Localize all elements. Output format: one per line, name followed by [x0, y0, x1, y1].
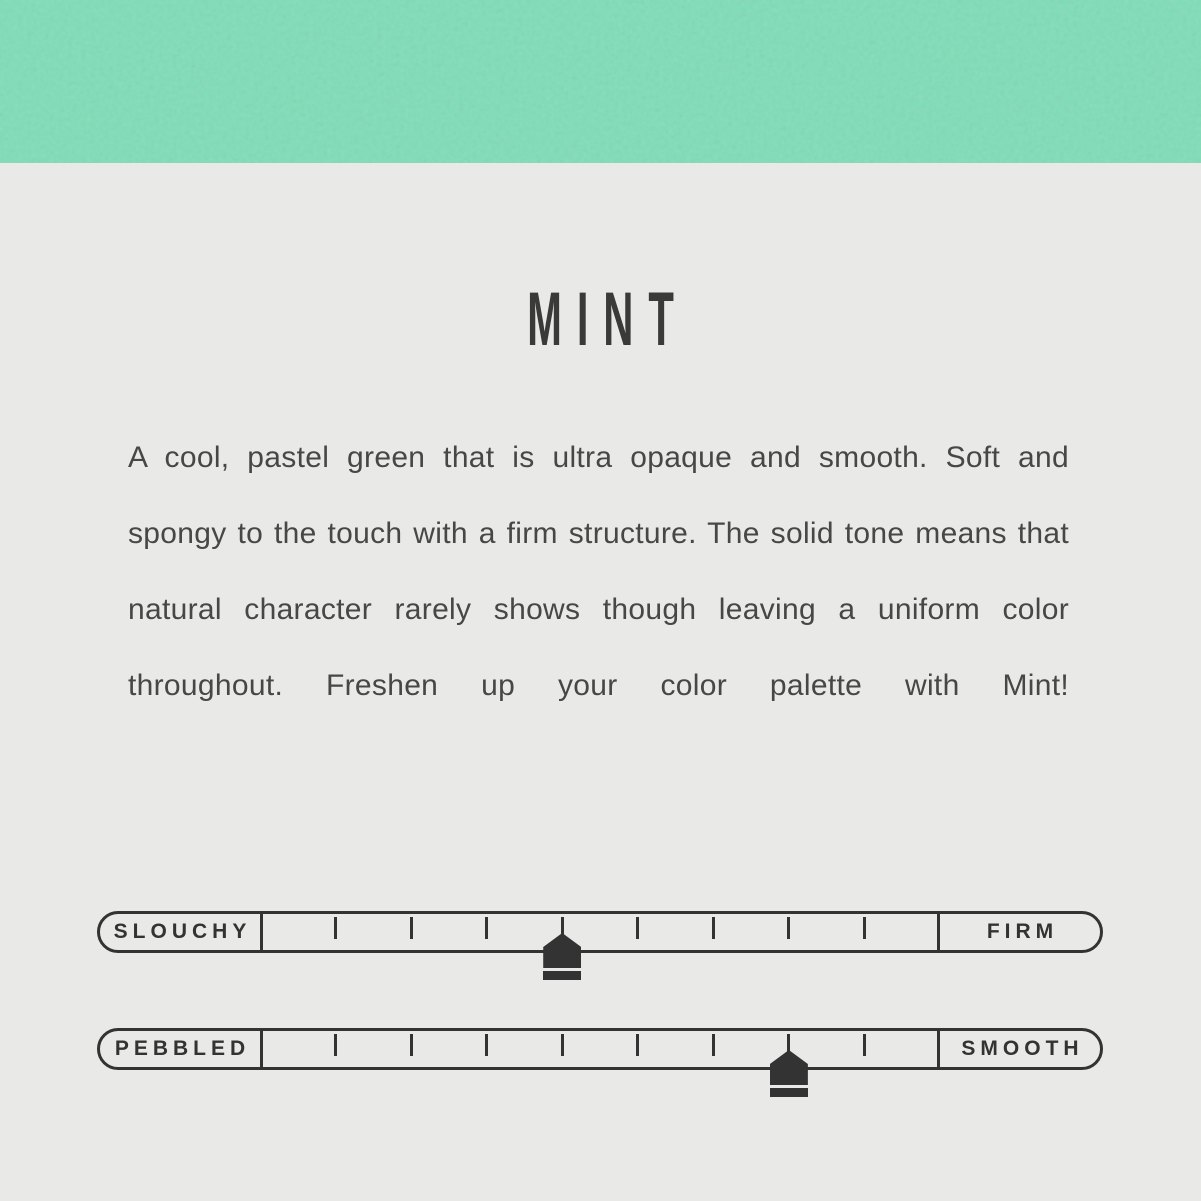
scale-tick — [334, 917, 337, 939]
scale-tick — [636, 917, 639, 939]
scale-tick — [636, 1034, 639, 1056]
scale-tick — [485, 1034, 488, 1056]
marker-base-bar — [543, 971, 581, 980]
marker-pointer-icon — [543, 933, 581, 968]
scale-tick — [485, 917, 488, 939]
marker-base-bar — [770, 1088, 808, 1097]
scale-tick — [712, 917, 715, 939]
scale-tick — [410, 1034, 413, 1056]
scale-right-label: FIRM — [986, 920, 1059, 943]
scale-tick — [712, 1034, 715, 1056]
color-name-title: MINT — [527, 277, 689, 362]
scale-left-label: PEBBLED — [114, 1037, 251, 1060]
leather-swatch-image — [0, 0, 1201, 163]
scale-tick — [863, 1034, 866, 1056]
scale-marker — [770, 1050, 808, 1098]
scale-tick — [334, 1034, 337, 1056]
scale-tick — [863, 917, 866, 939]
scale-marker — [543, 933, 581, 981]
scale-tick — [561, 1034, 564, 1056]
pebbled-smooth-scale — [97, 1028, 1103, 1070]
slouchy-firm-scale — [97, 911, 1103, 953]
scale-tick — [410, 917, 413, 939]
scale-tick — [787, 917, 790, 939]
scale-right-label: SMOOTH — [961, 1037, 1084, 1060]
leather-texture-graphic — [0, 0, 1201, 163]
marker-pointer-icon — [770, 1050, 808, 1085]
color-description: A cool, pastel green that is ultra opaque and smooth. Soft and spongy to the touch with a firm structure. The solid tone means that natural character rarely shows though leaving a uniform color throughout. Freshen up your color palette with Mint! — [128, 441, 1069, 702]
scale-left-label: SLOUCHY — [113, 920, 252, 943]
